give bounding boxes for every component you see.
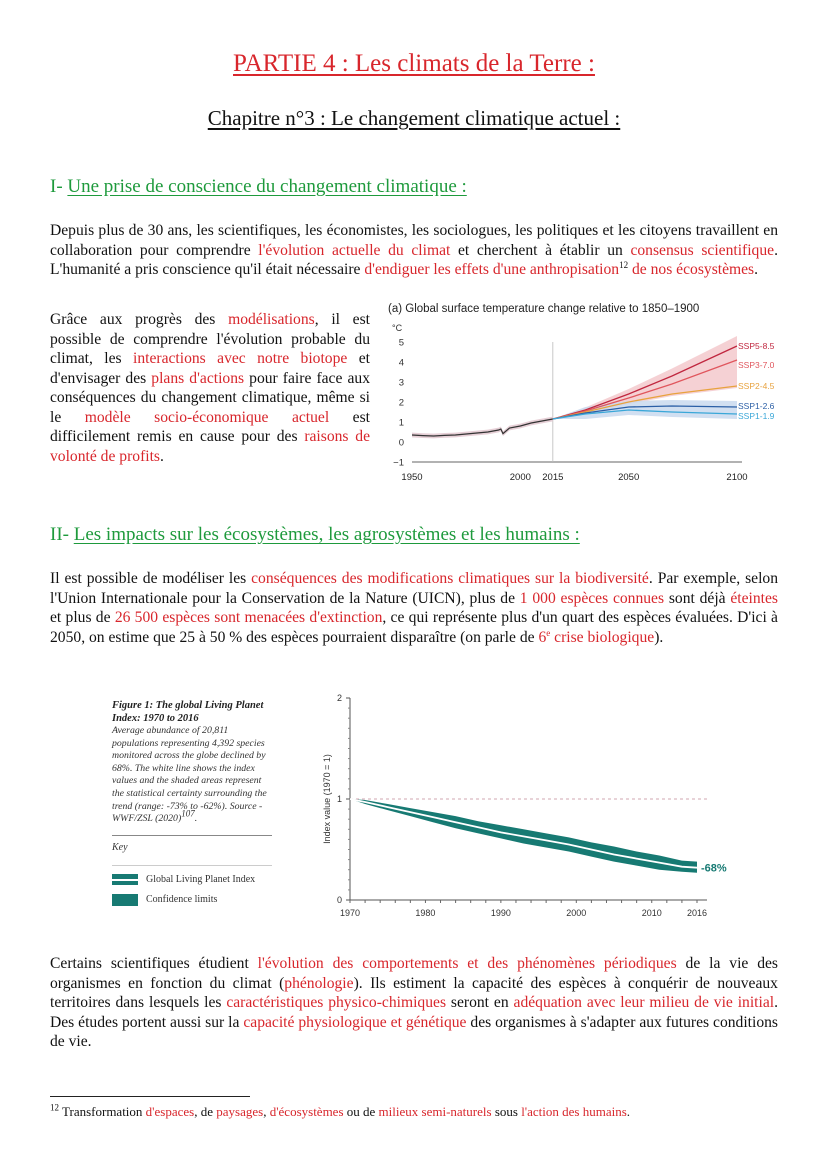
y-axis-label: Index value (1970 = 1): [322, 754, 332, 844]
section-2-paragraph-2: [50, 954, 778, 1052]
text-segment: des organismes à s'adapter aux futures conditions de vie.: [50, 1013, 778, 1050]
text-segment: sous: [491, 1104, 522, 1119]
text-segment: . Par exemple, selon l'Union Internationale pour la Conservation de la Nature (UICN), plus de: [50, 570, 778, 607]
section-2-title: Les impacts sur les écosystèmes, les agrosystèmes et les humains :: [73, 524, 580, 545]
y-tick-label: 1: [336, 794, 342, 804]
highlighted-text: milieux semi-naturels: [378, 1104, 492, 1119]
text-segment: ). Ils estiment la capacité des espèces à conquérir de nouveaux territoires dans lesquels les: [50, 974, 778, 1011]
x-tick-label: 2015: [542, 472, 564, 483]
x-tick-label: 2000: [509, 472, 531, 483]
section-1-number: I-: [50, 176, 68, 197]
chapter-title: Chapitre n°3 : Le changement climatique actuel :: [207, 106, 621, 130]
x-tick-label: 2100: [726, 472, 748, 483]
decline-annotation: -68%: [701, 862, 727, 875]
figure-1-key-title: Key: [112, 835, 272, 853]
highlighted-text: 1 000 espèces connues: [519, 589, 665, 607]
observed-band: [412, 417, 553, 439]
series-label: SSP5-8.5: [738, 341, 775, 351]
highlighted-text: d'écosystèmes: [269, 1104, 344, 1119]
text-segment: pour faire face aux conséquences du changement climatique, même si le: [50, 369, 370, 426]
text-segment: Il est possible de modéliser les: [50, 570, 252, 587]
text-segment: . Des études portent aussi sur la: [50, 994, 779, 1031]
y-axis-unit: °C: [392, 323, 403, 333]
x-tick-label: 2050: [618, 472, 640, 483]
highlighted-text: l'action des humains: [521, 1104, 627, 1119]
y-tick-label: 2: [398, 397, 404, 409]
highlighted-text: d'endiguer les effets d'une anthropisation: [364, 261, 620, 278]
highlighted-text: plans d'actions: [151, 369, 245, 387]
page-title: PARTIE 4 : Les climats de la Terre :: [233, 50, 595, 77]
y-tick-label: 2: [336, 693, 342, 703]
y-tick-label: −1: [393, 457, 404, 469]
x-tick-label: 1970: [339, 908, 361, 918]
y-tick-label: 0: [336, 895, 342, 905]
text-segment: , ce qui représente plus d'un quart des espèces évaluées. D'ici à 2050, on estime que 25 à 50 % des espèces pourraient disparaître (on parle de: [50, 609, 778, 646]
x-tick-label: 1990: [490, 908, 511, 918]
highlighted-text: modèle socio-économique actuel: [84, 408, 330, 426]
highlighted-text: paysages: [216, 1104, 264, 1119]
living-planet-index-chart: [315, 688, 745, 928]
highlighted-text: crise biologique: [550, 628, 655, 646]
superscript: 12: [619, 259, 629, 270]
text-segment: .: [160, 447, 164, 465]
highlighted-text: raisons de volonté de profits: [50, 428, 370, 465]
highlighted-text: éteintes: [730, 589, 778, 607]
footnote: [50, 1104, 630, 1120]
footnote-separator: [50, 1096, 250, 1097]
x-tick-label: 1980: [415, 908, 436, 918]
x-tick-label: 2000: [566, 908, 587, 918]
text-segment: Transformation: [59, 1104, 146, 1119]
highlighted-text: 6: [538, 628, 547, 646]
text-segment: Certains scientifiques étudient: [50, 955, 258, 972]
x-tick-label: 2016: [686, 908, 708, 918]
highlighted-text: e: [546, 627, 551, 638]
figure-1-caption: [112, 699, 272, 909]
x-tick-label: 2010: [641, 908, 662, 918]
key-item-lpi: Global Living Planet Index: [112, 872, 272, 888]
text-segment: sont déjà: [664, 589, 731, 607]
section-2-heading: [50, 524, 580, 546]
highlighted-text: l'évolution actuelle du climat: [258, 241, 451, 259]
section-1-title: Une prise de conscience du changement climatique :: [67, 176, 467, 197]
text-segment: . L'humanité a pris conscience qu'il était nécessaire: [50, 241, 778, 278]
highlighted-text: 26 500 espèces sont menacées d'extinction: [114, 609, 383, 626]
temperature-chart: [382, 298, 782, 488]
highlighted-text: d'espaces: [145, 1104, 195, 1119]
text-segment: .: [626, 1104, 631, 1119]
lpi-swatch: [112, 874, 138, 885]
text-segment: Depuis plus de 30 ans, les scientifiques, les économistes, les sociologues, les politiques et les citoyens travaillent en collaboration pour comprendre: [50, 222, 778, 259]
y-tick-label: 0: [398, 437, 404, 449]
y-tick-label: 4: [398, 357, 404, 369]
low-emissions-band: [553, 400, 737, 419]
text-segment: de la vie des organismes en fonction du climat (: [50, 955, 778, 992]
text-segment: et cherchent à établir un: [450, 241, 631, 259]
x-tick-label: 1950: [401, 472, 423, 483]
figure-1-key: [112, 865, 272, 909]
confidence-swatch: [112, 894, 138, 906]
superscript: 12: [50, 1102, 59, 1113]
text-segment: , de: [194, 1104, 217, 1119]
highlighted-text: caractéristiques physico-chimiques: [226, 994, 447, 1011]
section-2-paragraph-1: [50, 569, 778, 647]
section-1-heading: [50, 176, 467, 198]
series-label: SSP1-1.9: [738, 411, 775, 421]
text-segment: seront en: [446, 994, 514, 1011]
y-tick-label: 1: [398, 417, 404, 429]
figure-1-title: Figure 1: The global Living Planet Index: 1970 to 2016: [112, 700, 264, 724]
y-tick-label: 5: [398, 337, 404, 349]
highlighted-text: phénologie: [284, 974, 354, 992]
series-label: SSP1-2.6: [738, 401, 775, 411]
section-1-paragraph-1: [50, 221, 778, 280]
highlighted-text: adéquation avec leur milieu de vie initial: [513, 994, 775, 1011]
highlighted-text: consensus scientifique: [630, 241, 775, 259]
highlighted-text: de nos écosystèmes: [628, 261, 755, 278]
text-segment: , il est possible de comprendre l'évolution probable du climat, les: [50, 311, 370, 367]
highlighted-text: l'évolution des comportements et des phénomènes périodiques: [257, 955, 677, 972]
text-segment: et plus de: [50, 609, 115, 626]
section-1-paragraph-2: [50, 310, 370, 466]
series-label: SSP2-4.5: [738, 381, 775, 391]
series-label: SSP3-7.0: [738, 360, 775, 370]
section-2-number: II-: [50, 524, 74, 545]
text-segment: .: [754, 261, 759, 278]
text-segment: et d'envisager des: [50, 350, 370, 387]
key-item-confidence: Confidence limits: [112, 891, 272, 909]
text-segment: ,: [263, 1104, 270, 1119]
figure-1-description: Average abundance of 20,811 populations representing 4,392 species monitored across the globe declined by 68%. The white line shows the index values and the shaded areas represent the statistical certainty surrounding the trend (range: -73% to -62%). Source - WWF/ZSL $(2020)^{107}$.: [112, 725, 267, 825]
text-segment: ).: [654, 628, 664, 646]
highlighted-text: capacité physiologique et génétique: [243, 1013, 467, 1031]
highlighted-text: conséquences des modifications climatiques sur la biodiversité: [251, 570, 649, 587]
highlighted-text: modélisations: [228, 311, 315, 328]
chart-a-title: (a) Global surface temperature change relative to 1850–1900: [388, 303, 700, 315]
y-tick-label: 3: [398, 377, 404, 389]
text-segment: est difficilement remis en cause pour des: [50, 408, 370, 445]
text-segment: ou de: [343, 1104, 379, 1119]
text-segment: Grâce aux progrès des: [50, 311, 229, 328]
highlighted-text: interactions avec notre biotope: [133, 350, 348, 367]
